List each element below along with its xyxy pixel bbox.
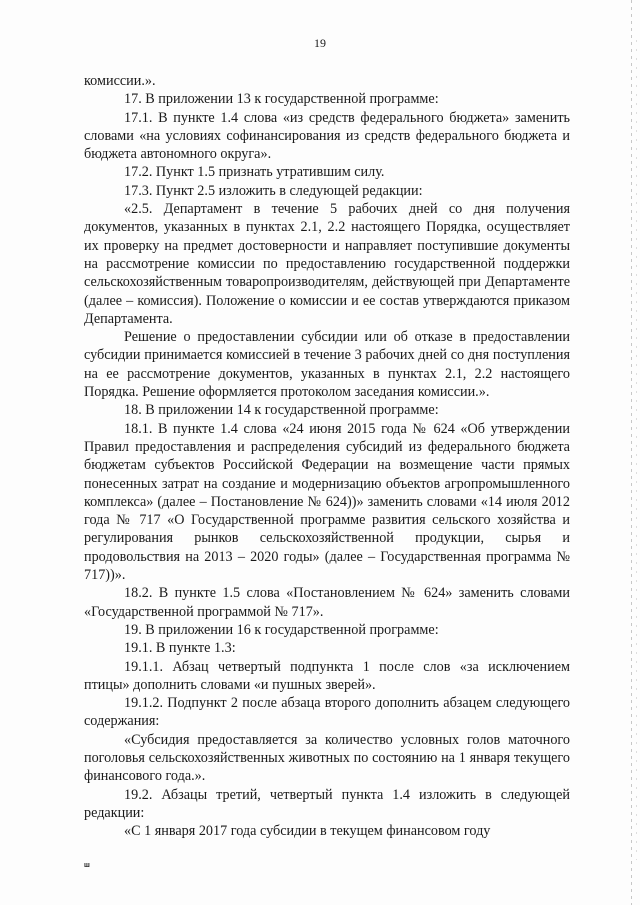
footer-mark: ш — [84, 862, 91, 869]
paragraph-2: 17. В приложении 13 к государственной программе: — [124, 91, 439, 108]
scan-edge-line-secondary — [636, 40, 637, 860]
paragraph-4: 17.2. Пункт 1.5 признать утратившим силу. — [124, 164, 385, 181]
paragraph-17: «С 1 января 2017 года субсидии в текущем финансовом году — [124, 823, 491, 840]
paragraph-5: 17.3. Пункт 2.5 изложить в следующей редакции: — [124, 182, 423, 199]
paragraph-6: «2.5. Департамент в течение 5 рабочих дней со дня получения документов, указанных в пунктах 2.1, 2.2 настоящего Порядка, осуществляет их проверку на предмет достоверности и направляет поступившие документы на рассмотрение комиссии по предоставлению государственной поддержки сельскохозяйственным товаропроизводителям, действующей при Департаменте (далее – комиссия). Положение о комиссии и ее состав утверждаются приказом Департамента. — [84, 201, 570, 327]
paragraph-10: 18.2. В пункте 1.5 слова «Постановлением № 624» заменить словами «Государственной программой № 717». — [84, 585, 570, 620]
paragraph-12: 19.1. В пункте 1.3: — [124, 640, 236, 657]
page-number: 19 — [314, 36, 326, 50]
paragraph-3: 17.1. В пункте 1.4 слова «из средств федерального бюджета» заменить словами «на условиях софинансирования из средств федерального бюджета и бюджета автономного округа». — [84, 109, 570, 163]
paragraph-8: 18. В приложении 14 к государственной программе: — [124, 402, 439, 419]
paragraph-11: 19. В приложении 16 к государственной программе: — [124, 621, 439, 638]
paragraph-16: 19.2. Абзацы третий, четвертый пункта 1.4 изложить в следующей редакции: — [84, 786, 570, 821]
paragraph-9: 18.1. В пункте 1.4 слова «24 июня 2015 года № 624 «Об утверждении Правил предоставления и распределения субсидий из федерального бюджета бюджетам субъектов Российской Федерации на возмещение части прямых понесенных затрат на создание и модернизацию объектов агропромышленного комплекса» (далее – Постановление № 624))» заменить словами «14 июля 2012 года № 717 «О Государственной программе развития сельского хозяйства и регулирования рынков сельскохозяйственной продукции, сырья и продовольствия на 2013 – 2020 годы» (далее – Государственная программа № 717))». — [84, 420, 570, 584]
paragraph-7: Решение о предоставлении субсидии или об отказе в предоставлении субсидии принимается комиссией в течение 3 рабочих дней со дня поступления на ее рассмотрение документов, указанных в пунктах 2.1, 2.2 настоящего Порядка. Решение оформляется протоколом заседания комиссии.». — [84, 329, 570, 401]
document-body — [84, 72, 570, 840]
paragraph-1: комиссии.». — [84, 73, 156, 89]
paragraph-13: 19.1.1. Абзац четвертый подпункта 1 после слов «за исключением птицы» дополнить словами «и пушных зверей». — [84, 658, 570, 693]
scan-edge-line — [631, 0, 632, 905]
paragraph-14: 19.1.2. Подпункт 2 после абзаца второго дополнить абзацем следующего содержания: — [84, 695, 570, 730]
paragraph-15: «Субсидия предоставляется за количество условных голов маточного поголовья сельскохозяйственных животных по состоянию на 1 января текущего финансового года.». — [84, 731, 570, 785]
